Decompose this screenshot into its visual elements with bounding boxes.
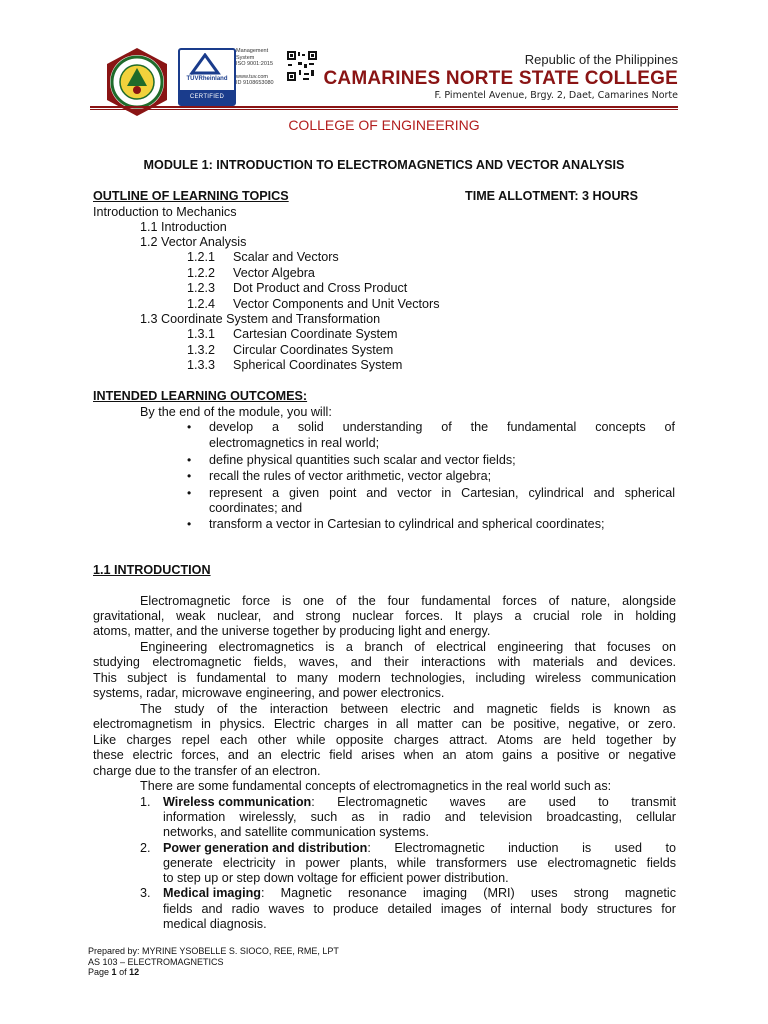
intro-p3-line: charge due to the transfer of an electron. — [93, 764, 321, 778]
list-number: 2. — [140, 841, 151, 855]
department-title: COLLEGE OF ENGINEERING — [288, 117, 480, 133]
list-item-first-line — [163, 886, 676, 901]
outline-item: 1.3 Coordinate System and Transformation — [140, 312, 381, 326]
tuv-certified-label: CERTIFIED — [180, 90, 234, 104]
header-rule-top — [90, 106, 678, 108]
intro-p4: There are some fundamental concepts of electromagnetics in the real world such as: — [140, 779, 612, 793]
outline-intro: Introduction to Mechanics — [93, 205, 237, 219]
outcome-item: define physical quantities such scalar and vector fields; — [209, 453, 516, 467]
tuv-certification-badge — [178, 48, 236, 106]
outline-item: Dot Product and Cross Product — [233, 281, 408, 295]
intro-p2-line: This subject is fundamental to many modern technologies, including wireless communication — [93, 671, 676, 685]
intro-p3-line: these electric forces, and an electric field arises when an atom gains a positive or negative — [93, 748, 676, 762]
intro-p3-line: The study of the interaction between electric and magnetic fields is known as — [140, 702, 676, 716]
outline-item-num: 1.2.1 — [187, 250, 216, 264]
page-of: of — [119, 967, 127, 977]
college-address: F. Pimentel Avenue, Brgy. 2, Daet, Camarines Norte — [434, 90, 678, 101]
time-allotment: TIME ALLOTMENT: 3 HOURS — [465, 189, 639, 203]
outline-item-num: 1.3.3 — [187, 358, 216, 372]
outline-item: 1.2 Vector Analysis — [140, 235, 247, 249]
outline-item: Cartesian Coordinate System — [233, 327, 398, 341]
bullet-icon: • — [187, 517, 192, 531]
outline-item-num: 1.2.4 — [187, 297, 216, 311]
cert-line: ID 9108653080 — [236, 80, 274, 86]
list-term: Wireless communication — [163, 795, 312, 809]
outcome-item: represent a given point and vector in Cartesian, cylindrical and spherical — [209, 486, 675, 500]
cert-line: www.tuv.com — [236, 73, 268, 80]
outline-item: Scalar and Vectors — [233, 250, 339, 264]
page-total: 12 — [129, 967, 140, 977]
list-item-line: information wirelessly, such as in radio and television broadcasting, cellular — [163, 810, 676, 824]
intro-p1-line: Electromagnetic force is one of the four fundamental forces of nature, alongside — [140, 594, 676, 608]
outline-item: Vector Components and Unit Vectors — [233, 297, 440, 311]
outcome-item-cont: electromagnetics in real world; — [209, 436, 380, 450]
list-first-text: : Electromagnetic induction is used to — [367, 841, 676, 855]
bullet-icon: • — [187, 420, 192, 434]
list-item-first-line — [163, 841, 676, 856]
module-title: MODULE 1: INTRODUCTION TO ELECTROMAGNETICS AND VECTOR ANALYSIS — [143, 158, 625, 172]
page-number: 1 — [111, 967, 117, 977]
list-term: Medical imaging — [163, 886, 261, 900]
footer-prepared-by: Prepared by: MYRINE YSOBELLE S. SIOCO, REE, RME, LPT — [88, 946, 339, 956]
qr-code-icon — [286, 50, 318, 82]
outcome-item-cont: coordinates; and — [209, 501, 303, 515]
bullet-icon: • — [187, 453, 192, 467]
cert-line: ISO 9001:2015 — [236, 61, 274, 67]
republic-label: Republic of the Philippines — [524, 52, 678, 67]
list-item-line: generate electricity in power plants, while transformers use electromagnetic fields — [163, 856, 676, 870]
outline-heading: OUTLINE OF LEARNING TOPICS — [93, 189, 289, 203]
intro-p1-line: atoms, matter, and the universe together by producing light and energy. — [93, 624, 491, 638]
bullet-icon: • — [187, 469, 192, 483]
list-item-first-line — [163, 795, 676, 810]
college-name: CAMARINES NORTE STATE COLLEGE — [323, 68, 678, 89]
outcome-item: recall the rules of vector arithmetic, vector algebra; — [209, 469, 492, 483]
intro-p2-line: systems, radar, microwave engineering, and power electronics. — [93, 686, 445, 700]
header-rule-bottom — [90, 109, 678, 110]
outline-item-num: 1.2.2 — [187, 266, 216, 280]
outline-item: Circular Coordinates System — [233, 343, 394, 357]
cert-line: Management — [236, 48, 269, 54]
list-item-line: medical diagnosis. — [163, 917, 267, 931]
intro-p1-line: gravitational, weak nuclear, and strong nuclear forces. It plays a crucial role in holding — [93, 609, 676, 623]
footer-page — [88, 967, 339, 978]
bullet-icon: • — [187, 486, 192, 500]
intro-p2-line: studying electromagnetic fields, waves, and their interactions with materials and devices. — [93, 655, 676, 669]
outline-item: 1.1 Introduction — [140, 220, 227, 234]
list-item-line: to step up or step down voltage for efficient power distribution. — [163, 871, 509, 885]
footer-course: AS 103 – ELECTROMAGNETICS — [88, 956, 224, 967]
intro-p3-line: Like charges repel each other while opposite charges attract. Atoms are held together by — [93, 733, 676, 747]
intro-p3-line: electromagnetism in physics. Electric charges in all matter can be positive, negative, or zero. — [93, 717, 676, 731]
outline-item-num: 1.3.1 — [187, 327, 216, 341]
list-term: Power generation and distribution — [163, 841, 368, 855]
outcomes-lead: By the end of the module, you will: — [140, 405, 332, 419]
outcomes-heading: INTENDED LEARNING OUTCOMES: — [93, 389, 308, 403]
intro-heading: 1.1 INTRODUCTION — [93, 563, 211, 577]
outline-item-num: 1.2.3 — [187, 281, 216, 295]
list-item-line: fields and radio waves to produce detailed images of internal body structures for — [163, 902, 676, 916]
outline-item: Spherical Coordinates System — [233, 358, 403, 372]
outline-item-num: 1.3.2 — [187, 343, 216, 357]
footer — [88, 946, 339, 978]
page-label: Page — [88, 967, 110, 977]
tuv-triangle-icon — [180, 53, 230, 75]
list-item-line: networks, and satellite communication systems. — [163, 825, 429, 839]
tuv-brand: TÜVRheinland — [186, 76, 228, 82]
cert-line: System — [236, 54, 255, 61]
intro-p2-line: Engineering electromagnetics is a branch of electrical engineering that focuses on — [140, 640, 676, 654]
outline-item: Vector Algebra — [233, 266, 315, 280]
list-first-text: : Electromagnetic waves are used to transmit — [311, 795, 676, 809]
outcome-item: develop a solid understanding of the fundamental concepts of — [209, 420, 675, 434]
list-first-text: : Magnetic resonance imaging (MRI) uses strong magnetic — [260, 886, 676, 900]
list-number: 1. — [140, 795, 151, 809]
outcome-item: transform a vector in Cartesian to cylindrical and spherical coordinates; — [209, 517, 605, 531]
list-number: 3. — [140, 886, 151, 900]
certification-info — [236, 48, 284, 87]
